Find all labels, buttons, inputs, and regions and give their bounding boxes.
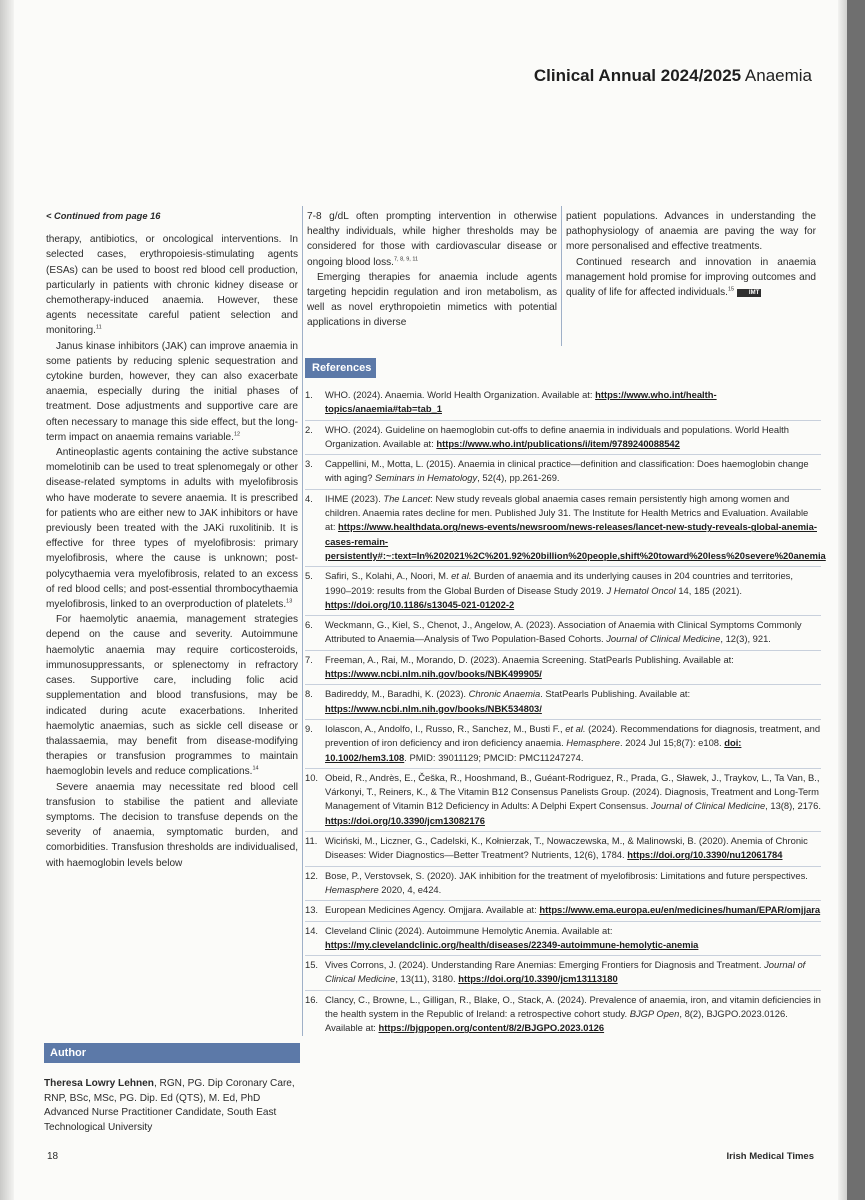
- end-of-article-mark: IMT: [737, 289, 761, 297]
- references-section: [305, 358, 826, 1039]
- author-credentials: , RGN, PG. Dip Coronary Care, RNP, BSc, MSc, PG. Dip. Ed (QTS), M. Ed, PhD Advanced Nurse Practitioner Candidate, South East Technological University: [44, 1078, 295, 1133]
- reference-number: 9.: [305, 722, 313, 734]
- reference-link[interactable]: https://bjgpopen.org/content/8/2/BJGPO.2023.0126: [378, 1022, 605, 1034]
- reference-number: 2.: [305, 423, 313, 435]
- reference-number: 5.: [305, 570, 313, 582]
- reference-number: 14.: [305, 924, 319, 936]
- references-list: [305, 386, 826, 1039]
- reference-journal: Chronic Anaemia: [468, 688, 541, 700]
- reference-number: 12.: [305, 869, 319, 881]
- paragraph: Janus kinase inhibitors (JAK) can improve anaemia in some patients by reducing splenic sequestration and cytokine burden, however, they can also exacerbate anaemia, especially during the initial phases of treatment. Dose adjustments and supportive care are often necessary to manage this side effect, but the long-term impact on anaemia remains variable.$^{12}$: [46, 340, 298, 443]
- reference-journal: Journal of Clinical Medicine: [651, 800, 766, 812]
- reference-item: [305, 867, 821, 902]
- reference-link[interactable]: doi: 10.1002/hem3.108: [325, 737, 742, 763]
- reference-number: 10.: [305, 771, 319, 783]
- reference-item: [305, 455, 821, 490]
- reference-link[interactable]: https://doi.org/10.3390/jcm13082176: [325, 814, 485, 826]
- reference-etal: et al.: [565, 722, 586, 734]
- paragraph: For haemolytic anaemia, management strategies depend on the cause and severity. Autoimmune haemolytic anaemia may require corticosteroids, immunosuppressants, or splenectomy in refractory cases. Supportive care, including folic acid supplementation and blood transfusions, may be indicated during acute exacerbations. Inherited haemolytic anaemias, such as sickle cell disease or thalassaemia, may benefit from disease-modifying therapies or transfusion programmes to maintain haemoglobin levels and reduce complications.$^{14}$: [46, 614, 298, 778]
- reference-journal: BJGP Open: [629, 1007, 680, 1019]
- reference-link[interactable]: https://doi.org/10.1186/s13045-021-01202-2: [325, 598, 515, 610]
- reference-number: 13.: [305, 904, 319, 916]
- paragraph: 7-8 g/dL often prompting intervention in otherwise healthy individuals, while higher thresholds may be considered for those with cardiovascular disease or ongoing blood loss.$^{7, 8, 9, 11}$: [307, 211, 557, 268]
- reference-etal: et al.: [451, 570, 472, 582]
- reference-text: 14, 185 (2021).: [675, 584, 742, 596]
- reference-link[interactable]: https://www.healthdata.org/news-events/newsroom/news-releases/lancet-new-study-reveals-global-anemia-cases-remain-persistently#:~:text=In%202021%2C%201.92%20billion%20people,shift%20toward%20less%20severe%20anemia: [325, 521, 826, 561]
- article-column-3: [566, 209, 816, 300]
- page-number: 18: [47, 1151, 59, 1162]
- reference-text: : New study reveals global anaemia cases remain persistently high among women and children. Anaemia rates decline for men. Published July 31. The Institute for Health Metrics and Evaluation. Available at:: [325, 492, 809, 533]
- reference-text: WHO. (2024). Anaemia. World Health Organization. Available at:: [325, 389, 596, 400]
- citation: 12: [233, 431, 241, 438]
- reference-item: [305, 901, 821, 921]
- reference-item: [305, 832, 821, 867]
- reference-link[interactable]: https://doi.org/10.3390/nu12061784: [627, 849, 783, 861]
- reference-number: 11.: [305, 835, 318, 847]
- reference-journal: Hemasphere: [325, 883, 379, 895]
- page-gutter-shadow: [0, 0, 14, 1200]
- reference-item: [305, 421, 821, 456]
- article-column-2: [307, 209, 557, 331]
- running-header: [450, 66, 812, 86]
- reference-item: [305, 991, 821, 1039]
- reference-journal: Seminars in Hematology: [375, 472, 478, 484]
- reference-number: 8.: [305, 688, 313, 700]
- citation: 13: [286, 598, 293, 605]
- reference-number: 4.: [305, 492, 313, 504]
- reference-journal: The Lancet: [383, 492, 431, 504]
- reference-text: Vives Corrons, J. (2024). Understanding Rare Anemias: Emerging Frontiers for Diagnosis and Treatment.: [325, 959, 765, 971]
- author-bio: [44, 1077, 300, 1135]
- reference-item: [305, 769, 821, 832]
- column-divider: [561, 206, 562, 346]
- reference-text: Freeman, A., Rai, M., Morando, D. (2023). Anaemia Screening. StatPearls Publishing. Available at:: [325, 653, 734, 665]
- reference-item: [305, 490, 826, 567]
- reference-item: [305, 567, 821, 616]
- paragraph: Antineoplastic agents containing the active substance momelotinib can be used to treat splenomegaly or other disease-related symptoms in adults with myelofibrosis who have moderate to severe anaemia. It is prescribed for patients who are either new to JAK inhibitors or have previously been treated with the JAKi ruxolitinib. It is effective for three types of myelofibrosis: primary myelofibrosis, where the cause is unknown; post-polycythaemia vera myelofibrosis, related to an excess of red blood cells; and post-essential thrombocythaemia myelofibrosis, linked to an overproduction of platelets.$^{13}$: [46, 447, 298, 611]
- reference-text: , 8(2), BJGPO.2023.0126. Available at:: [325, 1007, 788, 1034]
- paragraph: patient populations. Advances in understanding the pathophysiology of anaemia are paving the way for more personalised and effective treatments.: [566, 211, 816, 253]
- reference-text: Weckmann, G., Kiel, S., Chenot, J., Angelow, A. (2023). Association of Anaemia with Clinical Symptoms Commonly Attributed to Anaemia—Analysis of Two Population-Based Cohorts.: [325, 619, 802, 645]
- reference-link[interactable]: https://www.who.int/publications/i/item/9789240088542: [436, 437, 680, 449]
- reference-link[interactable]: https://my.clevelandclinic.org/health/diseases/22349-autoimmune-hemolytic-anemia: [325, 938, 699, 950]
- citation: 7, 8, 9, 11: [394, 256, 419, 263]
- reference-item: [305, 651, 821, 686]
- author-name: Theresa Lowry Lehnen: [44, 1078, 154, 1089]
- reference-text: . PMID: 39011129; PMCID: PMC11247274.: [404, 751, 584, 763]
- reference-journal: J Hematol Oncol: [606, 584, 676, 596]
- paragraph: Severe anaemia may necessitate red blood cell transfusion to stabilise the patient and alleviate symptoms. The decision to transfuse depends on the severity of anaemia, symptomatic burden, and comorbidities. Transfusion thresholds are individualised, with haemoglobin levels below: [46, 781, 298, 869]
- reference-link[interactable]: https://www.ncbi.nlm.nih.gov/books/NBK534803/: [325, 702, 542, 714]
- reference-number: 7.: [305, 653, 313, 665]
- reference-text: Iolascon, A., Andolfo, I., Russo, R., Sanchez, M., Busti F.,: [325, 722, 566, 734]
- author-box: [44, 1043, 300, 1135]
- reference-text: . 2024 Jul 15;8(7): e108.: [619, 737, 725, 749]
- reference-item: [305, 386, 821, 421]
- reference-text: Bose, P., Verstovsek, S. (2020). JAK inhibition for the treatment of myelofibrosis: Limitations and future perspectives.: [325, 869, 808, 881]
- author-heading: Author: [44, 1043, 300, 1063]
- reference-journal: Journal of Clinical Medicine: [325, 959, 806, 985]
- reference-item: [305, 922, 821, 957]
- reference-link[interactable]: https://doi.org/10.3390/jcm13113180: [458, 973, 618, 985]
- reference-text: Cleveland Clinic (2024). Autoimmune Hemolytic Anemia. Available at:: [325, 924, 613, 936]
- citation: 14: [252, 765, 259, 772]
- reference-text: European Medicines Agency. Omjjara. Available at:: [325, 904, 540, 916]
- reference-journal: Hemasphere: [566, 737, 620, 749]
- reference-link[interactable]: https://www.ncbi.nlm.nih.gov/books/NBK499905/: [325, 668, 542, 680]
- reference-text: , 52(4), pp.261-269.: [477, 472, 560, 484]
- reference-text: IHME (2023).: [325, 492, 384, 504]
- article-column-1: [46, 209, 298, 871]
- reference-link[interactable]: https://www.ema.europa.eu/en/medicines/human/EPAR/omjjara: [539, 904, 821, 916]
- reference-journal: Journal of Clinical Medicine: [606, 633, 721, 645]
- paragraph: Continued research and innovation in anaemia management hold promise for improving outcomes and quality of life for affected individuals.$^{15}$ IMT: [566, 256, 816, 299]
- citation: 11: [95, 325, 102, 332]
- reference-text: , 13(8), 2176.: [765, 800, 821, 812]
- reference-item: [305, 956, 821, 991]
- reference-number: 16.: [305, 993, 319, 1005]
- reference-item: [305, 616, 821, 651]
- reference-text: Safiri, S., Kolahi, A., Noori, M.: [325, 570, 452, 582]
- reference-text: Obeid, R., Andrès, E., Češka, R., Hooshmand, B., Guéant-Rodriguez, R., Prada, G., Sławek, J., Traykov, L., Ta Van, B., Várkonyi, T., Reiners, K., & The Vitamin B12 Consensus Panelists Group. (2024). Diagnosis, Treatment and Long-Term Management of Vitamin B12 Deficiency in Adults: A Delphi Expert Consensus.: [325, 771, 820, 812]
- reference-item: [305, 720, 821, 769]
- reference-text: 2020, 4, e424.: [378, 883, 442, 895]
- reference-text: Burden of anaemia and its underlying causes in 204 countries and territories, 1990–2019: results from the Global Burden of Disease Study 2019.: [325, 570, 793, 596]
- reference-text: , 13(11), 3180.: [395, 973, 459, 985]
- citation: 15: [727, 286, 735, 293]
- reference-text: (2024). Recommendations for diagnosis, treatment, and prevention of iron deficiency and iron deficiency anaemia.: [325, 722, 821, 749]
- page-edge-shadow: [838, 0, 847, 1200]
- reference-number: 3.: [305, 458, 313, 470]
- references-heading: References: [305, 358, 376, 378]
- reference-number: 15.: [305, 959, 319, 971]
- continued-from-link[interactable]: < Continued from page 16: [46, 211, 161, 221]
- footer-publication: Irish Medical Times: [726, 1151, 814, 1162]
- paragraph: Emerging therapies for anaemia include agents targeting hepcidin regulation and iron metabolism, as well as novel erythropoietin mimetics with potential applications in diverse: [307, 271, 557, 329]
- reference-text: WHO. (2024). Guideline on haemoglobin cut-offs to define anaemia in individuals and populations. World Health Organization. Available at:: [325, 423, 789, 449]
- column-divider: [302, 206, 303, 1036]
- reference-text: Wiciński, M., Liczner, G., Cadelski, K., Kołnierzak, T., Nowaczewska, M., & Malinowski, B. (2020). Anemia of Chronic Diseases: Wider Diagnostics—Better Treatment? Nutrients, 12(6), 1784.: [325, 835, 808, 861]
- reference-item: [305, 685, 821, 720]
- reference-text: . StatPearls Publishing. Available at:: [540, 688, 691, 700]
- paragraph: therapy, antibiotics, or oncological interventions. In selected cases, erythropoiesis-stimulating agents (ESAs) can be used to boost red blood cell production, particularly in patients with chronic kidney disease or chemotherapy-induced anaemia. However, these agents necessitate careful patient selection and monitoring.$^{11}$: [46, 234, 298, 337]
- reference-text: Cappellini, M., Motta, L. (2015). Anaemia in clinical practice—definition and classification: Does haemoglobin change with aging?: [325, 458, 809, 484]
- publication-title: Clinical Annual 2024/2025: [533, 66, 742, 85]
- reference-number: 1.: [305, 389, 313, 400]
- reference-text: , 12(3), 921.: [720, 633, 771, 645]
- section-title: Anaemia: [741, 66, 812, 85]
- reference-text: Badireddy, M., Baradhi, K. (2023).: [325, 688, 469, 700]
- reference-link[interactable]: https://www.who.int/health-topics/anaemia#tab=tab_1: [325, 389, 717, 415]
- reference-text: Clancy, C., Browne, L., Gilligan, R., Blake, O., Stack, A. (2024). Prevalence of anaemia, iron, and vitamin deficiencies in the health system in the Republic of Ireland: a retrospective cohort study.: [325, 993, 821, 1019]
- reference-number: 6.: [305, 619, 313, 631]
